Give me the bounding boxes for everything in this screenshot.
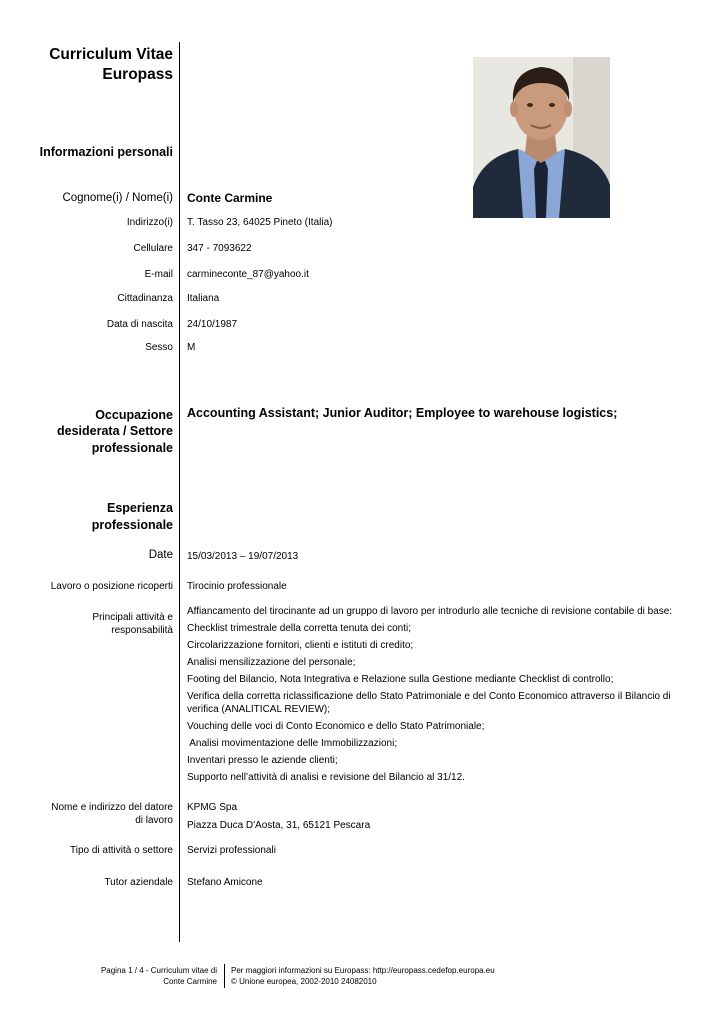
personal-info-heading: Informazioni personali — [39, 145, 173, 159]
activity-item: Verifica della corretta riclassificazione dello Stato Patrimoniale e del Conto Economico attraverso il Bilancio di verifica (ANALITICAL REVIEW); — [187, 691, 674, 715]
activity-item: Supporto nell’attività di analisi e revisione del Bilancio al 31/12. — [187, 771, 465, 783]
footer-left — [60, 965, 217, 987]
mobile-label: Cellulare — [133, 243, 173, 254]
email-label: E-mail — [144, 269, 173, 280]
mobile-value: 347 - 7093622 — [187, 243, 252, 254]
name-label: Cognome(i) / Nome(i) — [62, 192, 173, 204]
cv-title-line1: Curriculum Vitae — [49, 46, 173, 63]
address-value: T. Tasso 23, 64025 Pineto (Italia) — [187, 217, 333, 228]
cv-title-line2: Europass — [102, 66, 173, 83]
employer-label-line2: di lavoro — [135, 815, 173, 826]
activity-item: Checklist trimestrale della corretta tenuta dei conti; — [187, 623, 411, 634]
employer-name: KPMG Spa — [187, 802, 238, 813]
employer-address: Piazza Duca D'Aosta, 31, 65121 Pescara — [187, 820, 371, 831]
email-value: carmineconte_87@yahoo.it — [187, 269, 309, 280]
profile-photo-illustration — [473, 57, 610, 218]
tutor-label: Tutor aziendale — [104, 877, 173, 888]
sex-value: M — [187, 342, 196, 353]
sex-label: Sesso — [145, 342, 173, 353]
address-label: Indirizzo(i) — [126, 217, 173, 228]
activities-label-line2: responsabilità — [111, 625, 173, 636]
birthdate-label: Data di nascita — [106, 319, 173, 330]
footer-divider — [224, 964, 225, 988]
activity-item: Inventari presso le aziende clienti; — [187, 754, 338, 766]
experience-heading-line1: Esperienza — [106, 501, 173, 515]
footer-page-info: Pagina 1 / 4 - Curriculum vitae di — [100, 966, 217, 975]
occupation-value: Accounting Assistant; Junior Auditor; Employee to warehouse logistics; — [187, 406, 618, 420]
activity-item: Affiancamento del tirocinante ad un gruppo di lavoro per introdurlo alle tecniche di revisione contabile di base: — [187, 606, 673, 617]
profile-photo — [473, 57, 610, 218]
activity-item: Analisi movimentazione delle Immobilizzazioni; — [187, 737, 398, 749]
activity-item: Vouching delle voci di Conto Economico e dello Stato Patrimoniale; — [187, 720, 485, 732]
sector-value: Servizi professionali — [187, 845, 276, 856]
activity-item: Footing del Bilancio, Nota Integrativa e Relazione sulla Gestione mediante Checklist di controllo; — [187, 674, 614, 685]
activities-list — [187, 606, 687, 789]
employer-label-line1: Nome e indirizzo del datore — [51, 802, 173, 813]
occupation-label-line1: Occupazione — [95, 408, 173, 422]
occupation-label-line2: desiderata / Settore — [56, 424, 173, 438]
activities-label-line1: Principali attività e — [92, 612, 173, 623]
footer-copyright: © Unione europea, 2002-2010 24082010 — [231, 977, 377, 986]
sector-label: Tipo di attività o settore — [69, 845, 173, 856]
footer-owner: Conte Carmine — [163, 977, 217, 986]
name-value: Conte Carmine — [187, 191, 273, 205]
birthdate-value: 24/10/1987 — [187, 319, 238, 330]
activity-item: Circolarizzazione fornitori, clienti e istituti di credito; — [187, 640, 414, 651]
footer-right — [231, 965, 495, 987]
tutor-value: Stefano Amicone — [187, 877, 263, 888]
date-label: Date — [148, 549, 173, 561]
footer-info-link: Per maggiori informazioni su Europass: http://europass.cedefop.europa.eu — [231, 966, 495, 975]
position-label: Lavoro o posizione ricoperti — [50, 581, 173, 592]
column-divider — [179, 42, 180, 942]
date-value: 15/03/2013 – 19/07/2013 — [187, 551, 299, 562]
citizenship-value: Italiana — [187, 293, 220, 304]
activity-item: Analisi mensilizzazione del personale; — [187, 657, 356, 668]
experience-heading-line2: professionale — [91, 518, 173, 532]
occupation-label-line3: professionale — [91, 441, 173, 455]
citizenship-label: Cittadinanza — [117, 293, 173, 304]
position-value: Tirocinio professionale — [187, 581, 287, 592]
